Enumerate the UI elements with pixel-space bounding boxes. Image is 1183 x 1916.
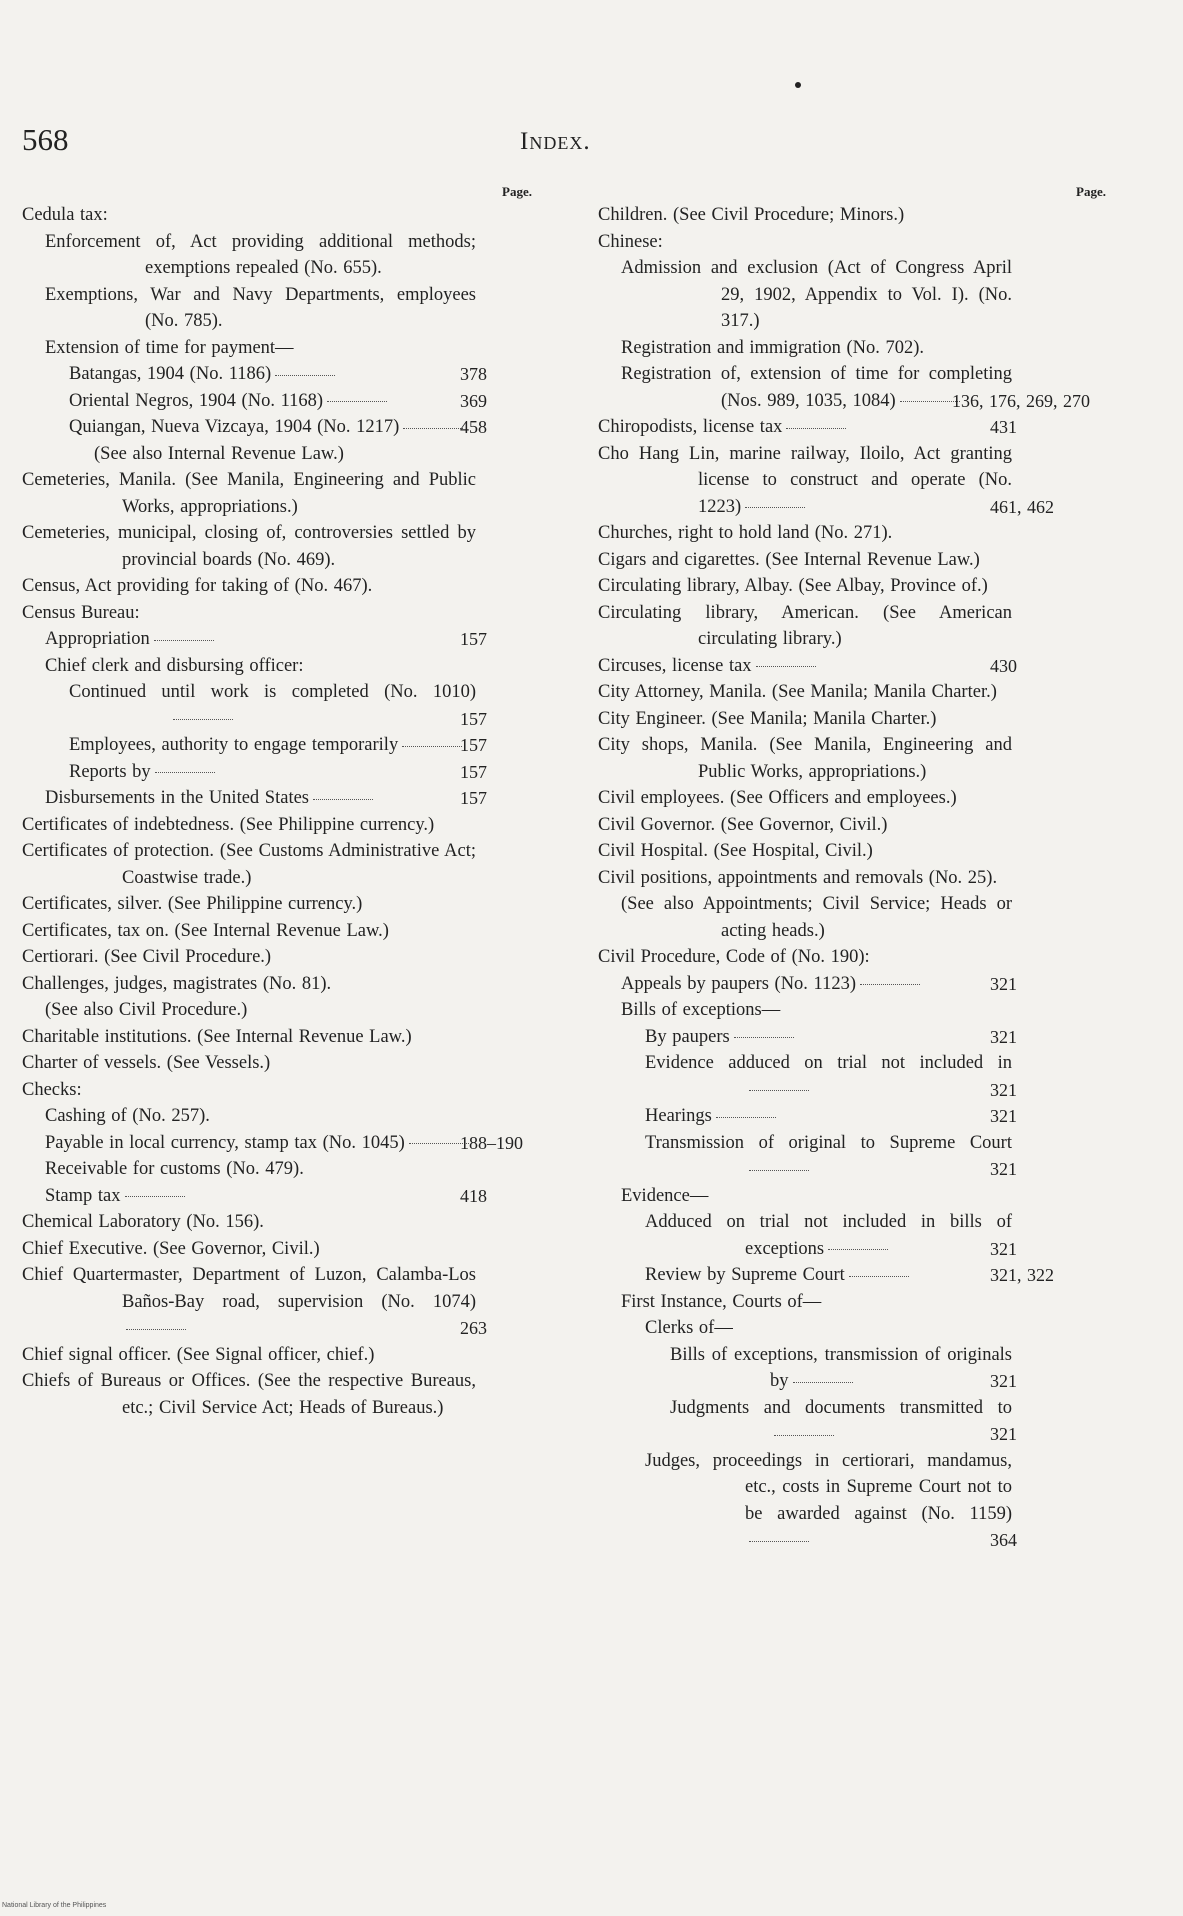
entry-text: Circuses, license tax xyxy=(598,655,752,676)
index-entry: Evidence adduced on trial not included in 321 xyxy=(645,1053,1017,1100)
entry-text: Judges, proceedings in certiorari, mandamus, etc., costs in Supreme Court not to be awarded against (No. 1159) xyxy=(645,1450,1012,1524)
entry-text: (See also Internal Revenue Law.) xyxy=(94,443,344,464)
entry-text: Clerks of— xyxy=(645,1318,733,1338)
dot-leader xyxy=(749,1089,809,1091)
index-entry xyxy=(22,891,560,918)
entry-text: Certificates of protection. (See Customs Administrative Act; Coastwise trade.) xyxy=(22,841,476,888)
index-entry xyxy=(22,971,560,998)
index-entry: Stamp tax 418 xyxy=(45,1185,487,1206)
entry-text: Adduced on trial not included in bills of exceptions xyxy=(645,1212,1012,1259)
dot-leader xyxy=(402,745,462,747)
dot-leader xyxy=(173,718,233,720)
index-entry xyxy=(598,335,1090,362)
dot-leader xyxy=(313,798,373,800)
entry-text: Reports by xyxy=(69,761,151,782)
entry-page-ref: 136, 176, 269, 270 xyxy=(952,390,1090,411)
entry-text: Charitable institutions. (See Internal Revenue Law.) xyxy=(22,1026,412,1047)
entry-text: Exemptions, War and Navy Departments, employees (No. 785). xyxy=(45,284,476,331)
dot-leader xyxy=(734,1036,794,1038)
entry-text: Quiangan, Nueva Vizcaya, 1904 (No. 1217) xyxy=(69,417,400,437)
dot-leader xyxy=(749,1540,809,1542)
index-entry xyxy=(22,918,560,945)
index-entry xyxy=(598,865,1090,892)
index-entry: Appropriation 157 xyxy=(45,629,487,649)
entry-text: Chief Executive. (See Governor, Civil.) xyxy=(22,1238,320,1259)
index-entry: Cho Hang Lin, marine railway, Iloilo, Act granting license to construct and operate (No. 1223) 461, 462 xyxy=(598,443,1054,517)
index-entry xyxy=(22,520,560,573)
index-entry: Batangas, 1904 (No. 1186) 378 xyxy=(69,364,487,384)
entry-text: Batangas, 1904 (No. 1186) xyxy=(69,364,272,384)
entry-text: Cemeteries, Manila. (See Manila, Engineering and Public Works, appropriations.) xyxy=(22,470,476,517)
index-entry: Continued until work is completed (No. 1010) 157 xyxy=(69,682,487,729)
index-entry xyxy=(598,679,1090,706)
entry-text: Churches, right to hold land (No. 271). xyxy=(598,523,893,543)
page-title: Index. xyxy=(520,128,591,155)
index-entry xyxy=(598,1315,1090,1342)
index-entry xyxy=(22,1077,560,1104)
index-entry: Oriental Negros, 1904 (No. 1168) 369 xyxy=(69,390,487,411)
entry-text: Circulating library, Albay. (See Albay, Province of.) xyxy=(598,576,988,596)
index-entry: Disbursements in the United States 157 xyxy=(45,788,487,808)
entry-text: Chief signal officer. (See Signal officer, chief.) xyxy=(22,1344,375,1365)
entry-text: Registration and immigration (No. 702). xyxy=(621,337,925,358)
entry-text: Judgments and documents transmitted to xyxy=(670,1397,1012,1418)
entry-text: Civil Procedure, Code of (No. 190): xyxy=(598,947,870,967)
entry-text: Certiorari. (See Civil Procedure.) xyxy=(22,947,272,967)
entry-text: Chinese: xyxy=(598,231,663,252)
entry-text: Disbursements in the United States xyxy=(45,788,309,808)
index-entry: Bills of exceptions, transmission of originals by 321 xyxy=(670,1344,1017,1391)
index-entry xyxy=(598,944,1090,971)
entry-text: Enforcement of, Act providing additional methods; exemptions repealed (No. 655). xyxy=(45,231,476,278)
entry-text: Census, Act providing for taking of (No. 467). xyxy=(22,576,373,596)
entry-text: Transmission of original to Supreme Court xyxy=(645,1132,1012,1153)
dot-leader xyxy=(774,1434,834,1436)
dot-leader xyxy=(745,506,805,508)
entry-text: Children. (See Civil Procedure; Minors.) xyxy=(598,205,905,225)
entry-text: Chemical Laboratory (No. 156). xyxy=(22,1212,264,1232)
index-entry: Appeals by paupers (No. 1123) 321 xyxy=(621,973,1017,994)
entry-text: Charter of vessels. (See Vessels.) xyxy=(22,1053,271,1073)
entry-text: Cedula tax: xyxy=(22,205,108,225)
entry-text: Registration of, extension of time for completing (Nos. 989, 1035, 1084) xyxy=(621,364,1012,411)
dot-leader xyxy=(749,1169,809,1171)
index-entry: Chiropodists, license tax 431 xyxy=(598,417,1017,437)
index-entry: Employees, authority to engage temporarily 157 xyxy=(69,735,487,755)
index-entry: Review by Supreme Court 321, 322 xyxy=(645,1265,1054,1285)
entry-text: Chief clerk and disbursing officer: xyxy=(45,655,304,676)
entry-text: Civil Governor. (See Governor, Civil.) xyxy=(598,814,888,835)
entry-text: Civil positions, appointments and removals (No. 25). xyxy=(598,867,998,888)
index-entry xyxy=(22,944,560,971)
entry-text: Review by Supreme Court xyxy=(645,1265,845,1285)
index-entry xyxy=(22,467,560,520)
entry-text: Appropriation xyxy=(45,629,150,649)
entry-text: (See also Civil Procedure.) xyxy=(45,1000,248,1020)
index-entry: By paupers 321 xyxy=(645,1026,1017,1047)
entry-text: Cashing of (No. 257). xyxy=(45,1106,210,1126)
entry-text: Payable in local currency, stamp tax (No. 1045) xyxy=(45,1132,405,1153)
dot-leader xyxy=(756,665,816,667)
dot-leader xyxy=(849,1275,909,1277)
dot-leader xyxy=(155,771,215,773)
page-column-header: Page. xyxy=(502,184,532,199)
index-entry xyxy=(598,600,1090,653)
index-entry xyxy=(598,573,1090,600)
entry-text: Hearings xyxy=(645,1106,712,1126)
entry-text: Cigars and cigarettes. (See Internal Revenue Law.) xyxy=(598,549,980,570)
index-entry xyxy=(598,997,1090,1024)
entry-text: Admission and exclusion (Act of Congress April 29, 1902, Appendix to Vol. I). (No. 317.) xyxy=(621,258,1012,331)
index-entry: Payable in local currency, stamp tax (No. 1045) 188–190 xyxy=(45,1132,523,1153)
dot-leader xyxy=(327,400,387,402)
entry-text: Chief Quartermaster, Department of Luzon, Calamba-Los Baños-Bay road, supervision (No. 1074) xyxy=(22,1265,476,1312)
index-entry xyxy=(22,335,560,362)
entry-text: Bills of exceptions— xyxy=(621,1000,781,1020)
index-entry xyxy=(598,785,1090,812)
index-entry xyxy=(22,229,560,282)
index-entry xyxy=(22,1236,560,1263)
entry-text: Extension of time for payment— xyxy=(45,337,294,358)
index-entry xyxy=(22,600,560,627)
entry-text: Chiropodists, license tax xyxy=(598,417,783,437)
dot-leader xyxy=(786,427,846,429)
index-entry xyxy=(598,520,1090,547)
entry-text: Cemeteries, municipal, closing of, controversies settled by provincial boards (No. 469). xyxy=(22,523,476,570)
entry-text: City shops, Manila. (See Manila, Engineering and Public Works, appropriations.) xyxy=(598,735,1012,782)
index-entry xyxy=(598,1289,1090,1316)
index-entry xyxy=(598,1183,1090,1210)
index-entry xyxy=(22,441,560,468)
index-entry: Chief Quartermaster, Department of Luzon, Calamba-Los Baños-Bay road, supervision (No. 1074) 263 xyxy=(22,1265,487,1338)
index-entry xyxy=(22,202,560,229)
index-entry xyxy=(22,1050,560,1077)
entry-text: Employees, authority to engage temporarily xyxy=(69,735,399,755)
entry-text: Continued until work is completed (No. 1010) xyxy=(69,682,476,702)
index-entry xyxy=(598,255,1090,335)
index-entry xyxy=(598,229,1090,256)
entry-text: Civil employees. (See Officers and employees.) xyxy=(598,788,957,808)
index-entry xyxy=(22,1342,560,1369)
index-entry xyxy=(598,732,1090,785)
entry-text: By paupers xyxy=(645,1026,730,1047)
index-entry: Judgments and documents transmitted to 321 xyxy=(670,1397,1017,1444)
dot-leader xyxy=(126,1328,186,1330)
index-entry xyxy=(598,547,1090,574)
entry-text: City Attorney, Manila. (See Manila; Manila Charter.) xyxy=(598,682,997,702)
entry-text: Appeals by paupers (No. 1123) xyxy=(621,973,857,994)
index-entry xyxy=(22,1368,560,1421)
index-entry: Adduced on trial not included in bills of exceptions 321 xyxy=(645,1212,1017,1259)
entry-text: Bills of exceptions, transmission of originals by xyxy=(670,1344,1012,1391)
index-entry xyxy=(22,1209,560,1236)
entry-text: Certificates of indebtedness. (See Philippine currency.) xyxy=(22,814,435,835)
index-entry: Reports by 157 xyxy=(69,761,487,782)
entry-text: Chiefs of Bureaus or Offices. (See the respective Bureaus, etc.; Civil Service Act; Heads of Bureaus.) xyxy=(22,1371,476,1418)
index-entry xyxy=(598,202,1090,229)
dot-leader xyxy=(716,1116,776,1118)
index-entry xyxy=(22,838,560,891)
left-entries xyxy=(22,202,560,1421)
index-entry xyxy=(22,812,560,839)
page-number: 568 xyxy=(22,122,69,157)
index-entry xyxy=(22,997,560,1024)
entry-text: Civil Hospital. (See Hospital, Civil.) xyxy=(598,841,873,861)
dot-leader xyxy=(125,1195,185,1197)
index-entry xyxy=(22,653,560,680)
dot-leader xyxy=(275,374,335,376)
entry-text: Receivable for customs (No. 479). xyxy=(45,1159,304,1179)
entry-text: Checks: xyxy=(22,1079,82,1100)
entry-text: (See also Appointments; Civil Service; Heads or acting heads.) xyxy=(621,894,1012,941)
entry-text: Certificates, silver. (See Philippine currency.) xyxy=(22,894,363,914)
right-entries xyxy=(598,202,1090,1554)
entry-text: Stamp tax xyxy=(45,1185,121,1206)
index-entry xyxy=(598,838,1090,865)
ink-dot xyxy=(795,82,801,88)
index-entry: Hearings 321 xyxy=(645,1106,1017,1126)
dot-leader xyxy=(403,427,463,429)
dot-leader xyxy=(900,400,960,402)
index-entry xyxy=(598,706,1090,733)
index-entry xyxy=(22,1024,560,1051)
index-entry: Judges, proceedings in certiorari, mandamus, etc., costs in Supreme Court not to be awarded against (No. 1159) 364 xyxy=(645,1450,1017,1550)
page-column-header: Page. xyxy=(1076,184,1106,199)
entry-text: Census Bureau: xyxy=(22,602,140,623)
entry-text: Challenges, judges, magistrates (No. 81). xyxy=(22,973,332,994)
dot-leader xyxy=(828,1248,888,1250)
index-entry xyxy=(22,1156,560,1183)
index-entry xyxy=(22,282,560,335)
index-entry: Quiangan, Nueva Vizcaya, 1904 (No. 1217) 458 xyxy=(69,417,487,437)
dot-leader xyxy=(154,639,214,641)
entry-text: Certificates, tax on. (See Internal Revenue Law.) xyxy=(22,920,389,941)
index-entry xyxy=(598,812,1090,839)
index-entry xyxy=(22,1103,560,1130)
index-entry: Transmission of original to Supreme Court 321 xyxy=(645,1132,1017,1179)
index-entry xyxy=(22,573,560,600)
index-entry xyxy=(598,891,1090,944)
index-entry: Circuses, license tax 430 xyxy=(598,655,1017,676)
entry-text: Evidence adduced on trial not included in xyxy=(645,1053,1012,1073)
footer-credit: National Library of the Philippines xyxy=(2,1902,107,1909)
entry-text: First Instance, Courts of— xyxy=(621,1291,822,1312)
index-entry xyxy=(598,361,1090,414)
entry-text: Evidence— xyxy=(621,1185,709,1206)
entry-text: Circulating library, American. (See American circulating library.) xyxy=(598,602,1012,649)
entry-text: Cho Hang Lin, marine railway, Iloilo, Act granting license to construct and operate (No. 1223) xyxy=(598,443,1012,517)
dot-leader xyxy=(793,1381,853,1383)
entry-text: City Engineer. (See Manila; Manila Charter.) xyxy=(598,708,937,729)
dot-leader xyxy=(860,983,920,985)
entry-text: Oriental Negros, 1904 (No. 1168) xyxy=(69,390,324,411)
